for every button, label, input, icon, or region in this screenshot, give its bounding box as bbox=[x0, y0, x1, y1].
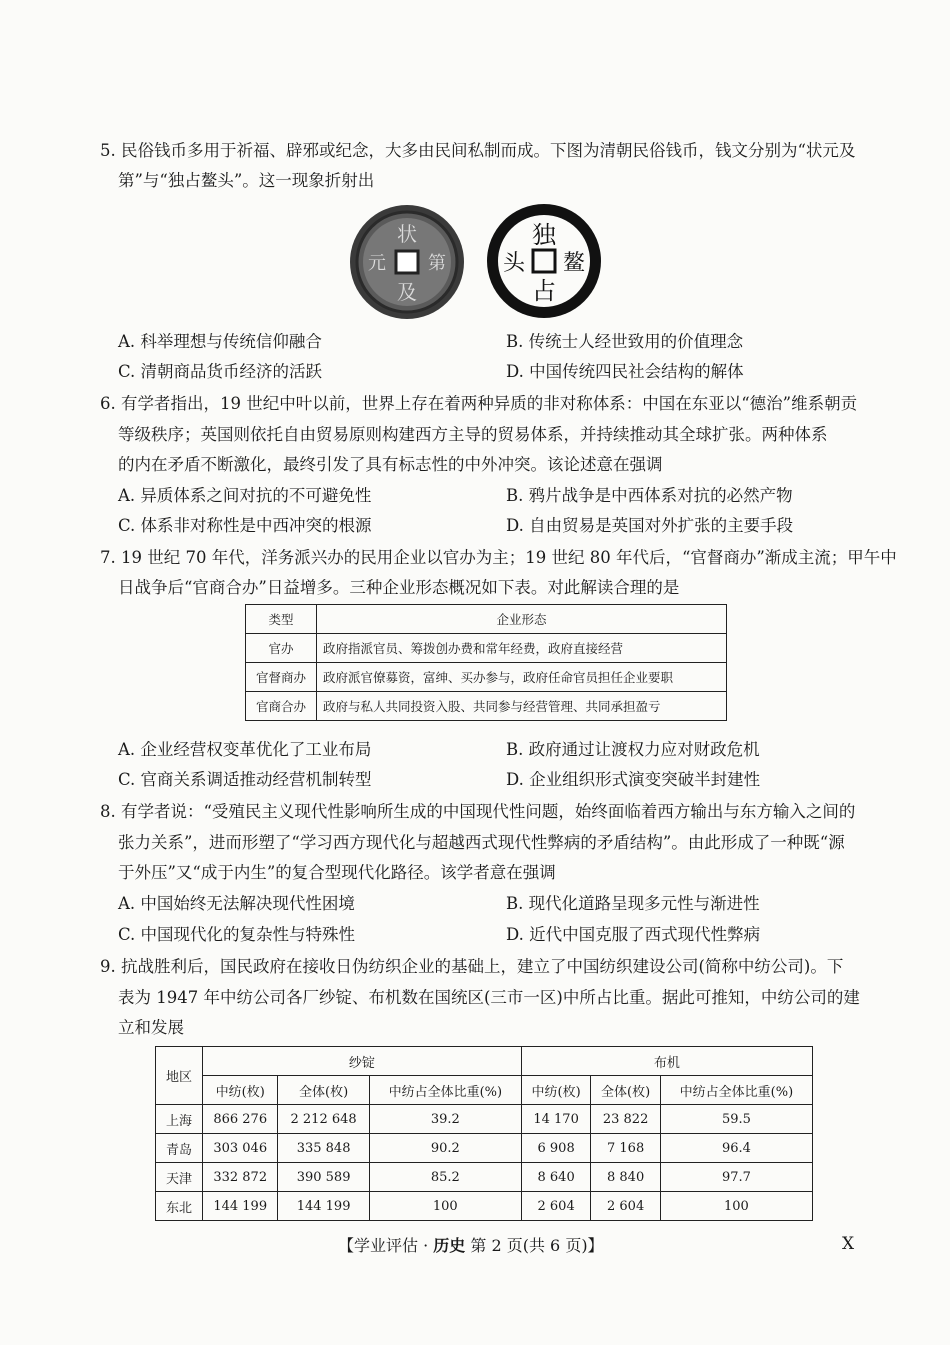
footer-subject: 历史 bbox=[433, 1236, 466, 1255]
paper-version-mark: X bbox=[842, 1234, 855, 1254]
table-cell: 政府与私人共同投资入股、共同参与经营管理、共同承担盈亏 bbox=[317, 692, 727, 721]
footer-left: 【学业评估 · bbox=[338, 1236, 434, 1255]
table-row bbox=[156, 1192, 813, 1221]
table-row bbox=[246, 663, 727, 692]
table-cell: 144 199 bbox=[203, 1192, 278, 1221]
table-header-row bbox=[246, 605, 727, 634]
q7-option-d: D. 企业组织形式演变突破半封建性 bbox=[506, 770, 761, 789]
coin1-char-top: 状 bbox=[397, 222, 417, 246]
q5-option-d: D. 中国传统四民社会结构的解体 bbox=[506, 362, 744, 381]
q7-option-a: A. 企业经营权变革优化了工业布局 bbox=[118, 740, 372, 759]
table-subheader: 全体(枚) bbox=[278, 1076, 369, 1105]
page-footer bbox=[338, 1233, 604, 1256]
table-cell: 官商合办 bbox=[246, 692, 317, 721]
coin2-char-right: 鳌 bbox=[562, 251, 586, 276]
table-cell: 8 840 bbox=[591, 1163, 661, 1192]
q5-option-a: A. 科举理想与传统信仰融合 bbox=[118, 332, 322, 351]
q5-option-b: B. 传统士人经世致用的价值理念 bbox=[506, 332, 744, 351]
table-cell: 8 640 bbox=[521, 1163, 591, 1192]
table-cell: 23 822 bbox=[591, 1105, 661, 1134]
table-cell: 官督商办 bbox=[246, 663, 317, 692]
table-cell: 59.5 bbox=[660, 1105, 812, 1134]
table-cell: 332 872 bbox=[203, 1163, 278, 1192]
q6-option-b: B. 鸦片战争是中西体系对抗的必然产物 bbox=[506, 486, 793, 505]
table-subheader: 中纺(枚) bbox=[203, 1076, 278, 1105]
table-header-row bbox=[156, 1047, 813, 1076]
q8-option-c: C. 中国现代化的复杂性与特殊性 bbox=[118, 925, 356, 944]
coin1-char-bottom: 及 bbox=[397, 280, 417, 304]
q8-option-d: D. 近代中国克服了西式现代性弊病 bbox=[506, 925, 761, 944]
q7-stem-line1: 7. 19 世纪 70 年代，洋务派兴办的民用企业以官办为主；19 世纪 80 年代后，“官督商办”渐成主流；甲午中 bbox=[100, 548, 897, 567]
table-header-type: 类型 bbox=[246, 605, 317, 634]
table-header-spindles: 纱锭 bbox=[203, 1047, 522, 1076]
table-header-form: 企业形态 bbox=[317, 605, 727, 634]
table-cell: 官办 bbox=[246, 634, 317, 663]
coin-image-duzhan bbox=[484, 201, 604, 321]
table-subheader: 全体(枚) bbox=[591, 1076, 661, 1105]
table-subheader-row bbox=[156, 1076, 813, 1105]
q9-stem-line2: 表为 1947 年中纺公司各厂纱锭、布机数在国统区(三市一区)中所占比重。据此可推知，中纺公司的建 bbox=[118, 988, 860, 1007]
spindle-loom-table bbox=[155, 1046, 813, 1221]
q7-option-c: C. 官商关系调适推动经营机制转型 bbox=[118, 770, 372, 789]
q8-option-a: A. 中国始终无法解决现代性困境 bbox=[118, 894, 355, 913]
table-row bbox=[156, 1134, 813, 1163]
q8-stem-line1: 8. 有学者说：“受殖民主义现代性影响所生成的中国现代性问题，始终面临着西方输出与东方输入之间的 bbox=[100, 802, 856, 821]
table-cell: 政府指派官员、筹拨创办费和常年经费，政府直接经营 bbox=[317, 634, 727, 663]
table-row bbox=[156, 1105, 813, 1134]
table-cell: 青岛 bbox=[156, 1134, 203, 1163]
table-cell: 90.2 bbox=[369, 1134, 521, 1163]
table-row bbox=[246, 692, 727, 721]
table-cell: 39.2 bbox=[369, 1105, 521, 1134]
table-cell: 144 199 bbox=[278, 1192, 369, 1221]
table-cell: 85.2 bbox=[369, 1163, 521, 1192]
table-row bbox=[246, 634, 727, 663]
coin1-char-right: 第 bbox=[428, 253, 446, 274]
coin-image-zhuangyuan bbox=[348, 203, 466, 321]
table-cell: 390 589 bbox=[278, 1163, 369, 1192]
q8-stem-line3: 于外压”又“成于内生”的复合型现代化路径。该学者意在强调 bbox=[118, 863, 556, 882]
q6-option-a: A. 异质体系之间对抗的不可避免性 bbox=[118, 486, 372, 505]
q6-option-c: C. 体系非对称性是中西冲突的根源 bbox=[118, 516, 372, 535]
table-cell: 335 848 bbox=[278, 1134, 369, 1163]
table-cell: 96.4 bbox=[660, 1134, 812, 1163]
table-cell: 2 604 bbox=[591, 1192, 661, 1221]
q6-stem-line2: 等级秩序；英国则依托自由贸易原则构建西方主导的贸易体系，并持续推动其全球扩张。两种体系 bbox=[118, 425, 828, 444]
q9-stem-line3: 立和发展 bbox=[118, 1018, 184, 1037]
table-cell: 2 212 648 bbox=[278, 1105, 369, 1134]
table-cell: 100 bbox=[369, 1192, 521, 1221]
table-subheader: 中纺占全体比重(%) bbox=[660, 1076, 812, 1105]
table-subheader: 中纺占全体比重(%) bbox=[369, 1076, 521, 1105]
q5-stem-line2: 第”与“独占鳌头”。这一现象折射出 bbox=[118, 171, 375, 190]
table-row bbox=[156, 1163, 813, 1192]
enterprise-form-table bbox=[245, 604, 727, 721]
q6-option-d: D. 自由贸易是英国对外扩张的主要手段 bbox=[506, 516, 794, 535]
table-header-looms: 布机 bbox=[521, 1047, 812, 1076]
table-cell: 天津 bbox=[156, 1163, 203, 1192]
coin2-char-top: 独 bbox=[532, 221, 556, 249]
q5-option-c: C. 清朝商品货币经济的活跃 bbox=[118, 362, 323, 381]
table-cell: 97.7 bbox=[660, 1163, 812, 1192]
q8-option-b: B. 现代化道路呈现多元性与渐进性 bbox=[506, 894, 760, 913]
table-cell: 14 170 bbox=[521, 1105, 591, 1134]
table-cell: 6 908 bbox=[521, 1134, 591, 1163]
table-cell: 303 046 bbox=[203, 1134, 278, 1163]
q9-stem-line1: 9. 抗战胜利后，国民政府在接收日伪纺织企业的基础上，建立了中国纺织建设公司(简称中纺公司)。下 bbox=[100, 957, 844, 976]
q6-stem-line3: 的内在矛盾不断激化，最终引发了具有标志性的中外冲突。该论述意在强调 bbox=[118, 455, 663, 474]
footer-page-number: 第 2 页(共 6 页)】 bbox=[465, 1236, 604, 1255]
table-header-region: 地区 bbox=[156, 1047, 203, 1105]
coin2-char-left: 头 bbox=[502, 251, 526, 276]
table-cell: 7 168 bbox=[591, 1134, 661, 1163]
table-cell: 政府派官僚募资，富绅、买办参与，政府任命官员担任企业要职 bbox=[317, 663, 727, 692]
q5-stem-line1: 5. 民俗钱币多用于祈福、辟邪或纪念，大多由民间私制而成。下图为清朝民俗钱币，钱文分别为“状元及 bbox=[100, 141, 856, 160]
table-cell: 2 604 bbox=[521, 1192, 591, 1221]
coin2-char-bottom: 占 bbox=[532, 277, 556, 305]
q7-option-b: B. 政府通过让渡权力应对财政危机 bbox=[506, 740, 760, 759]
table-cell: 100 bbox=[660, 1192, 812, 1221]
q6-stem-line1: 6. 有学者指出，19 世纪中叶以前，世界上存在着两种异质的非对称体系：中国在东亚以“德治”维系朝贡 bbox=[100, 394, 858, 413]
table-cell: 东北 bbox=[156, 1192, 203, 1221]
q8-stem-line2: 张力关系”，进而形塑了“学习西方现代化与超越西式现代性弊病的矛盾结构”。由此形成了一种既“源 bbox=[118, 833, 845, 852]
table-cell: 上海 bbox=[156, 1105, 203, 1134]
table-cell: 866 276 bbox=[203, 1105, 278, 1134]
q7-stem-line2: 日战争后“官商合办”日益增多。三种企业形态概况如下表。对此解读合理的是 bbox=[118, 578, 680, 597]
coin1-char-left: 元 bbox=[368, 253, 386, 274]
table-subheader: 中纺(枚) bbox=[521, 1076, 591, 1105]
